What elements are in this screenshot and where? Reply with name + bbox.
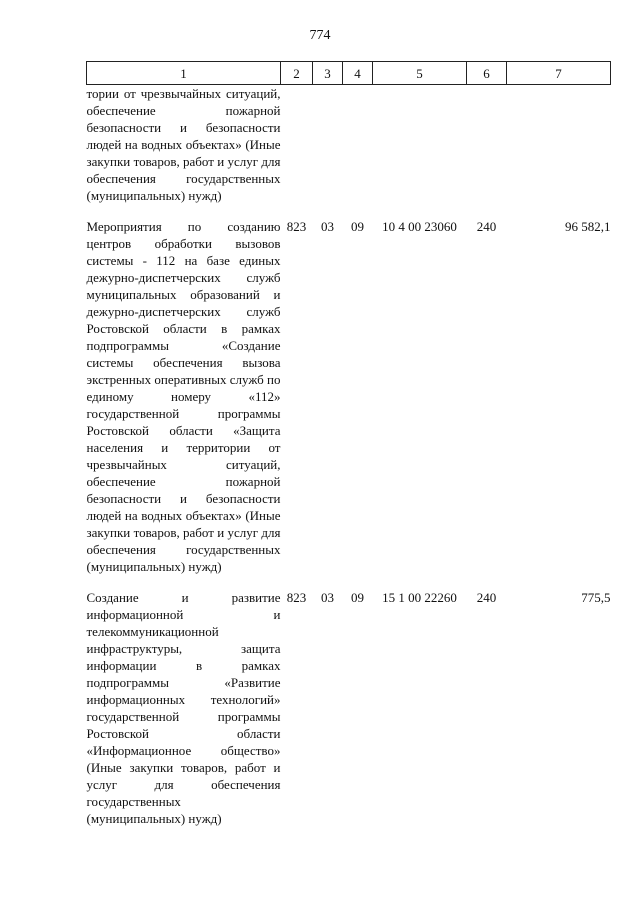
row-amount: 96 582,1 [565,219,611,234]
row-description: Мероприятия по созданию центров обработки вызовов системы - 112 на базе единых дежурно-диспетчерских служб муниципальных образований и дежурно-диспетчерских служб Ростовской области в рамках подпрограммы «Создание системы обеспечения вызова экстренных оперативных служб по единому номеру «112» государственной программы Ростовской области «Защита населения и территории от чрезвычайных ситуаций, обеспечение пожарной безопасности и безопасности людей на водных объектах» (Иные закупки товаров, работ и услуг для обеспечения государственных (муниципальных) нужд) [86,219,281,574]
row-spacer [87,204,611,218]
row-ministry-code: 823 [286,590,307,605]
row-expense-type: 240 [476,590,497,605]
row-expense-type: 240 [476,219,497,234]
row-ministry-code [281,85,313,205]
row-subsection: 09 [351,590,364,605]
table-row [87,589,611,827]
budget-table [86,61,611,827]
row-spacer [87,575,611,589]
row-description: тории от чрезвычайных ситуаций, обеспечение пожарной безопасности и безопасности людей на водных объектах» (Иные закупки товаров, работ и услуг для обеспечения государственных (муниципальных) нужд) [86,86,281,203]
column-header-7: 7 [507,62,611,85]
column-header-3: 3 [313,62,343,85]
row-subsection: 09 [351,219,364,234]
row-amount [507,85,611,205]
row-section: 03 [321,590,334,605]
column-header-4: 4 [343,62,373,85]
page-number: 774 [309,28,331,43]
row-section: 03 [321,219,334,234]
row-description: Создание и развитие информационной и телекоммуникационной инфраструктуры, защита информации в рамках подпрограммы «Развитие информационных технологий» государственной программы Ростовской области «Информационное общество» (Иные закупки товаров, работ и услуг для обеспечения государственных (муниципальных) нужд) [86,590,281,826]
row-target-article: 15 1 00 22260 [382,590,457,605]
row-section [313,85,343,205]
row-target-article [373,85,467,205]
table-row [87,85,611,205]
column-header-5: 5 [373,62,467,85]
row-subsection [343,85,373,205]
row-target-article: 10 4 00 23060 [382,219,457,234]
table-row [87,218,611,575]
column-header-1: 1 [87,62,281,85]
row-expense-type [467,85,507,205]
column-header-6: 6 [467,62,507,85]
column-header-2: 2 [281,62,313,85]
row-ministry-code: 823 [286,219,307,234]
row-amount: 775,5 [581,590,611,605]
header-row [87,62,611,85]
